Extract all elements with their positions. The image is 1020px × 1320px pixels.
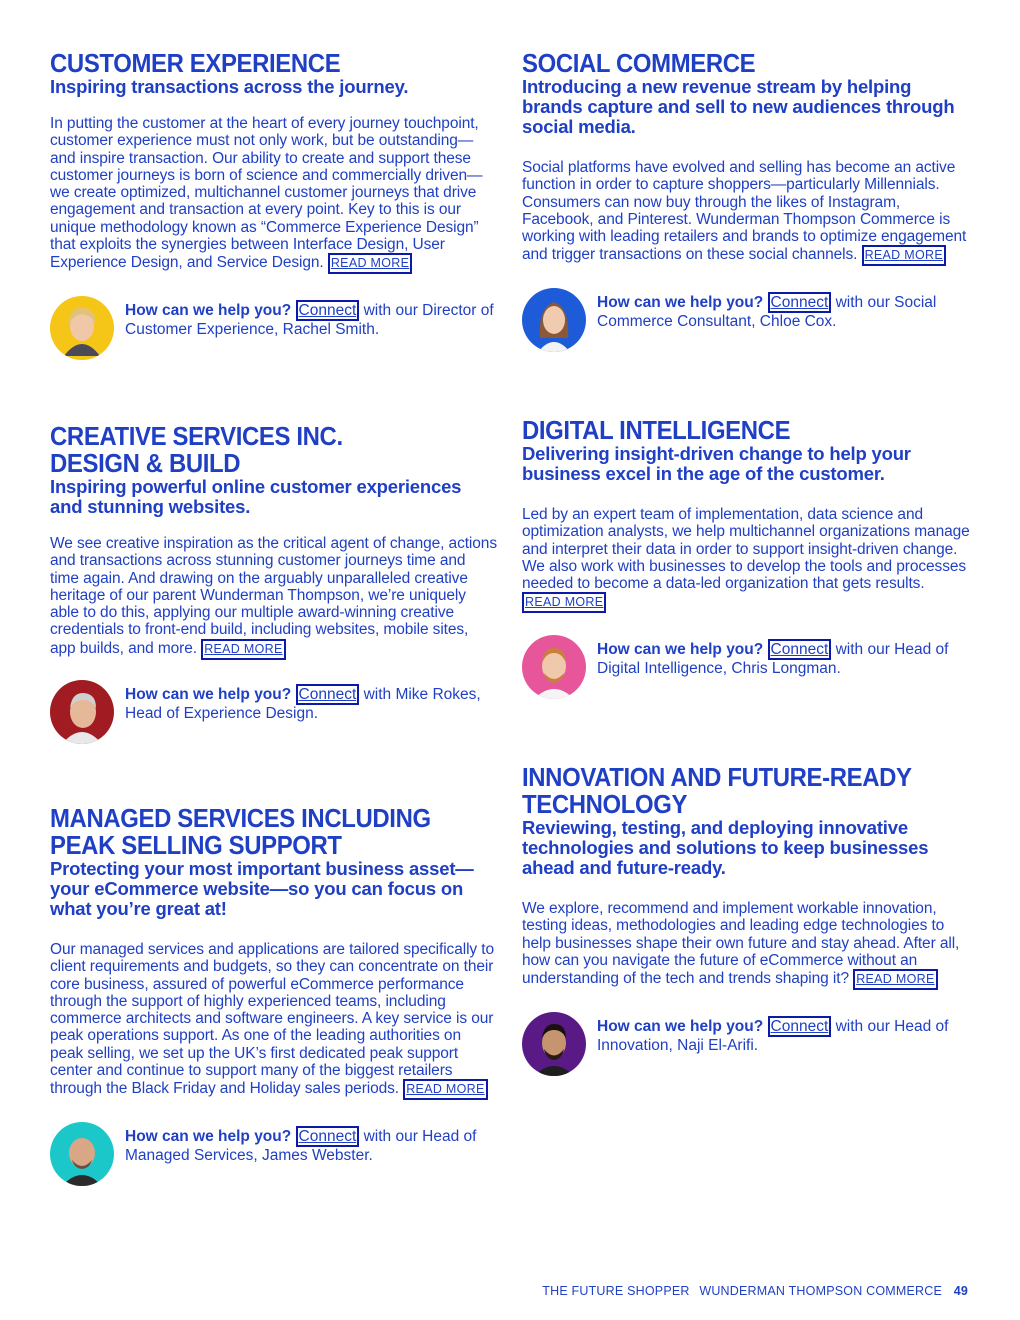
section-subtitle: Introducing a new revenue stream by helping brands capture and sell to new audiences through social media. <box>522 76 955 137</box>
section-body-text: In putting the customer at the heart of every journey touchpoint, customer experience must not only work, but be outstanding—and inspire transaction. Our ability to create and support these customer journeys is born of science and commercially driven—we create optimized, multichannel customer journeys that drive engagement and transaction at every point. Key to this is our unique methodology known as “Commerce Experience Design” that exploits the synergies between Interface Design, User Experience Design, and Service Design. <box>50 115 483 272</box>
avatar <box>50 296 114 360</box>
contact-text <box>597 639 970 677</box>
section-managed-services <box>50 805 498 1188</box>
contact-description: with our Head of Managed Services, James Webster. <box>125 1128 477 1165</box>
section-title: SOCIAL COMMERCE <box>522 48 756 78</box>
read-more-link[interactable]: READ MORE <box>328 253 412 274</box>
contact-block <box>50 1122 498 1188</box>
section-body <box>522 900 970 990</box>
avatar <box>50 680 114 744</box>
section-subtitle: Inspiring powerful online customer experiences and stunning websites. <box>50 476 462 517</box>
contact-description: with our Head of Digital Intelligence, Chris Longman. <box>597 641 949 678</box>
connect-link[interactable]: Connect <box>768 639 832 660</box>
section-body <box>50 941 498 1100</box>
section-title: DIGITAL INTELLIGENCE <box>522 415 791 445</box>
contact-block <box>522 288 970 354</box>
contact-block <box>50 680 498 746</box>
person-photo-icon <box>522 635 586 699</box>
company-name: WUNDERMAN THOMPSON COMMERCE <box>699 1284 942 1298</box>
publication-name: THE FUTURE SHOPPER <box>542 1284 690 1298</box>
contact-question: How can we help you? <box>125 685 292 703</box>
section-title: CUSTOMER EXPERIENCE <box>50 48 341 78</box>
read-more-link[interactable]: READ MORE <box>862 245 946 266</box>
read-more-link[interactable]: READ MORE <box>522 592 606 613</box>
section-customer-experience <box>50 50 498 362</box>
section-body-text: We see creative inspiration as the critical agent of change, actions and transactions across stunning customer journeys time and time again. And drawing on the arguably unparalleled creative heritage of our parent Wunderman Thompson, we’re uniquely able to do this, applying our multiple award-winning creative credentials to front-end build, including websites, mobile sites, app builds, and more. <box>50 535 497 657</box>
section-body-text: Led by an expert team of implementation, data science and optimization analysts, we help multichannel organizations manage and interpret their data in order to support insight-driven change. We also work with businesses to develop the tools and processes needed to become a data-led organization that gets results. <box>522 506 970 593</box>
person-photo-icon <box>522 1012 586 1076</box>
contact-description: with our Head of Innovation, Naji El-Arifi. <box>597 1018 949 1055</box>
contact-block <box>522 635 970 701</box>
avatar <box>522 1012 586 1076</box>
connect-link[interactable]: Connect <box>296 684 360 705</box>
section-subtitle: Delivering insight-driven change to help your business excel in the age of the customer. <box>522 443 911 484</box>
page-footer <box>542 1284 968 1298</box>
section-title: CREATIVE SERVICES INC. DESIGN & BUILD <box>50 421 343 478</box>
section-social-commerce <box>522 50 970 354</box>
section-body <box>522 506 970 613</box>
contact-text <box>597 292 970 330</box>
avatar <box>522 288 586 352</box>
contact-description: with Mike Rokes, Head of Experience Design. <box>125 685 481 722</box>
section-body <box>50 535 498 660</box>
contact-question: How can we help you? <box>597 1018 764 1036</box>
section-body-text: Our managed services and applications are tailored specifically to client requirements and budgets, so they can concentrate on their core business, assured of powerful eCommerce performance through the support of highly experienced teams, including commerce architects and software engineers. A key service is our peak operations support. As one of the leading authorities on peak selling, we set up the UK’s first dedicated peak support center and continue to support many of the biggest retailers through the Black Friday and Holiday sales periods. <box>50 941 494 1098</box>
contact-block <box>50 296 498 362</box>
section-body-text: We explore, recommend and implement workable innovation, testing ideas, methodologies and leading edge technologies to help businesses shape their own future and stay ahead. After all, how can you navigate the future of eCommerce without an understanding of the tech and trends shaping it? <box>522 900 960 988</box>
person-photo-icon <box>50 296 114 360</box>
read-more-link[interactable]: READ MORE <box>853 969 937 990</box>
section-body <box>50 115 498 274</box>
connect-link[interactable]: Connect <box>296 300 360 321</box>
section-subtitle: Protecting your most important business asset—your eCommerce website—so you can focus on what you’re great at! <box>50 858 474 919</box>
read-more-link[interactable]: READ MORE <box>201 639 285 660</box>
section-creative-services <box>50 423 498 746</box>
contact-question: How can we help you? <box>597 294 764 312</box>
contact-text <box>125 1126 498 1164</box>
section-innovation <box>522 764 970 1078</box>
right-column <box>522 0 970 1260</box>
contact-text <box>597 1016 970 1054</box>
page-number: 49 <box>953 1284 968 1298</box>
connect-link[interactable]: Connect <box>768 1016 832 1037</box>
section-title: MANAGED SERVICES INCLUDING PEAK SELLING SUPPORT <box>50 803 431 860</box>
contact-text <box>125 300 498 338</box>
avatar <box>50 1122 114 1186</box>
section-subtitle: Reviewing, testing, and deploying innovative technologies and solutions to keep businesses ahead and future-ready. <box>522 817 929 878</box>
contact-description: with our Social Commerce Consultant, Chloe Cox. <box>597 294 937 331</box>
contact-question: How can we help you? <box>125 1128 292 1146</box>
contact-question: How can we help you? <box>597 641 764 659</box>
contact-question: How can we help you? <box>125 302 292 320</box>
section-subtitle: Inspiring transactions across the journey. <box>50 76 409 97</box>
contact-text <box>125 684 498 722</box>
connect-link[interactable]: Connect <box>296 1126 360 1147</box>
section-body-text: Social platforms have evolved and selling has become an active function in order to capture shoppers—particularly Millennials. Consumers can now buy through the likes of Instagram, Facebook, and Pinterest. Wunderman Thompson Commerce is working with leading retailers and brands to optimize engagement and trigger transactions on these social channels. <box>522 159 967 264</box>
left-column <box>50 0 498 1260</box>
read-more-link[interactable]: READ MORE <box>403 1079 487 1100</box>
avatar <box>522 635 586 699</box>
person-photo-icon <box>50 1122 114 1186</box>
connect-link[interactable]: Connect <box>768 292 832 313</box>
contact-description: with our Director of Customer Experience, Rachel Smith. <box>125 302 494 339</box>
person-photo-icon <box>522 288 586 352</box>
contact-block <box>522 1012 970 1078</box>
section-body <box>522 159 970 266</box>
section-digital-intelligence <box>522 417 970 701</box>
person-photo-icon <box>50 680 114 744</box>
section-title: INNOVATION AND FUTURE-READY TECHNOLOGY <box>522 762 912 819</box>
